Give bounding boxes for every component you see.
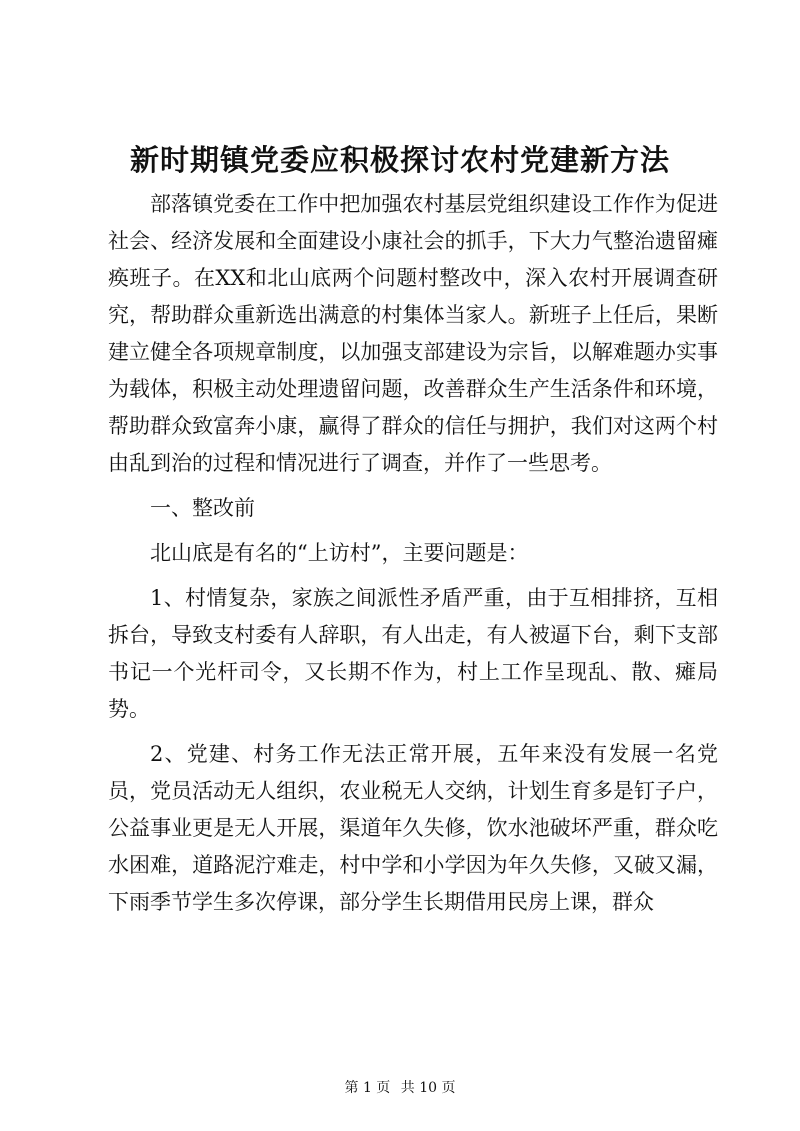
problem-item-2: 2、党建、村务工作无法正常开展，五年来没有发展一名党员，党员活动无人组织，农业税无人交纳，计划生育多是钉子户，公益事业更是无人开展，渠道年久失修，饮水池破坏严重，群众吃水困难，道路泥泞难走，村中学和小学因为年久失修，又破又漏，下雨季节学生多次停课，部分学生长期借用民房上课，群众 — [108, 742, 718, 914]
page-total: 共 10 页 — [400, 1080, 456, 1096]
page-number: 第 1 页 — [344, 1080, 391, 1096]
page-footer — [0, 1078, 800, 1098]
document-title: 新时期镇党委应积极探讨农村党建新方法 — [129, 143, 670, 177]
section-heading-before-rectification: 一、整改前 — [150, 496, 255, 520]
beishandi-intro-paragraph: 北山底是有名的“上访村”，主要问题是： — [150, 541, 529, 565]
document-body — [108, 186, 718, 921]
intro-paragraph: 部落镇党委在工作中把加强农村基层党组织建设工作作为促进社会、经济发展和全面建设小康社会的抓手，下大力气整治遗留瘫痪班子。在XX和北山底两个问题村整改中，深入农村开展调查研究，帮助群众重新选出满意的村集体当家人。新班子上任后，果断建立健全各项规章制度，以加强支部建设为宗旨，以解难题办实事为载体，积极主动处理遗留问题，改善群众生产生活条件和环境，帮助群众致富奔小康，赢得了群众的信任与拥护，我们对这两个村由乱到治的过程和情况进行了调查，并作了一些思考。 — [108, 192, 718, 475]
problem-item-1: 1、村情复杂，家族之间派性矛盾严重，由于互相排挤，互相拆台，导致支村委有人辞职，有人出走，有人被逼下台，剩下支部书记一个光杆司令，又长期不作为，村上工作呈现乱、散、瘫局势。 — [108, 586, 718, 721]
